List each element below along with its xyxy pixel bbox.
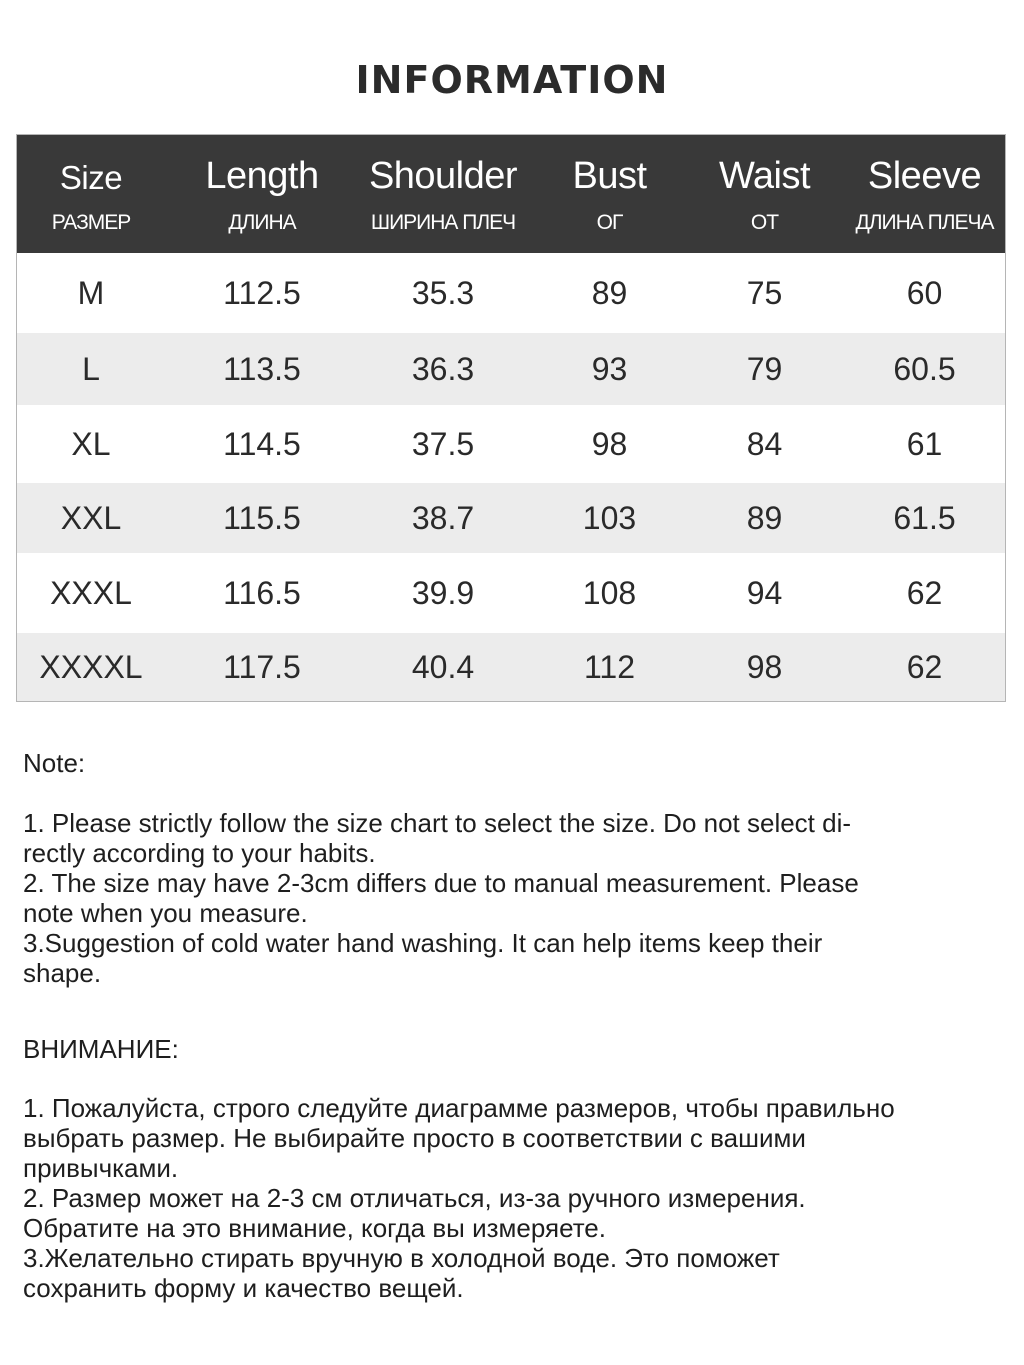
cell-bust: 89	[591, 274, 628, 311]
cell-length: 115.5	[223, 499, 301, 536]
cell-bust: 108	[582, 574, 637, 611]
header-size-en: Size	[59, 159, 123, 196]
cell-length: 114.5	[223, 425, 301, 462]
note-body-en	[23, 808, 993, 988]
cell-sleeve: 61	[906, 425, 943, 462]
note-ru-line: сохранить форму и качество вещей.	[23, 1273, 464, 1303]
note-en-line: 2. The size may have 2-3cm differs due to manual measurement. Please	[23, 868, 859, 898]
header-bust-ru: ОГ	[596, 211, 623, 234]
header-bust-en: Bust	[572, 155, 647, 197]
note-body-ru	[23, 1093, 993, 1303]
note-ru-line: Обратите на это внимание, когда вы измеряете.	[23, 1213, 606, 1243]
page-title: INFORMATION	[355, 58, 669, 102]
cell-waist: 75	[746, 274, 783, 311]
cell-size: XXXL	[50, 574, 132, 611]
cell-sleeve: 62	[906, 648, 943, 685]
header-shoulder	[357, 135, 529, 253]
cell-size: M	[77, 274, 105, 311]
table-row	[17, 405, 1005, 483]
cell-waist: 79	[746, 350, 783, 387]
cell-shoulder: 40.4	[411, 648, 475, 685]
note-ru-line: 2. Размер может на 2-3 см отличаться, из-за ручного измерения.	[23, 1183, 806, 1213]
note-en-line: rectly according to your habits.	[23, 838, 376, 868]
note-en-line: 3.Suggestion of cold water hand washing. It can help items keep their	[23, 928, 823, 958]
cell-length: 117.5	[223, 648, 301, 685]
header-shoulder-ru: ШИРИНА ПЛЕЧ	[370, 211, 516, 234]
header-length	[177, 135, 347, 253]
cell-length: 113.5	[223, 350, 301, 387]
note-en-line: 1. Please strictly follow the size chart to select the size. Do not select di-	[23, 808, 852, 838]
cell-shoulder: 37.5	[411, 425, 475, 462]
size-chart-table	[16, 134, 1006, 702]
cell-sleeve: 62	[906, 574, 943, 611]
note-ru-line: привычками.	[23, 1153, 179, 1183]
table-row	[17, 633, 1005, 701]
note-ru-line: 1. Пожалуйста, строго следуйте диаграмме размеров, чтобы правильно	[23, 1093, 895, 1123]
header-shoulder-en: Shoulder	[368, 155, 518, 197]
note-ru-line: выбрать размер. Не выбирайте просто в соответствии с вашими	[23, 1123, 806, 1153]
header-length-en: Length	[205, 155, 319, 197]
header-sleeve-en: Sleeve	[867, 155, 982, 197]
table-row	[17, 553, 1005, 633]
table-row	[17, 253, 1005, 333]
cell-length: 116.5	[223, 574, 301, 611]
cell-waist: 98	[746, 648, 783, 685]
table-row	[17, 483, 1005, 553]
header-waist	[687, 135, 842, 253]
table-row	[17, 333, 1005, 405]
header-size-ru: РАЗМЕР	[51, 211, 131, 234]
cell-size: XL	[71, 425, 111, 462]
cell-bust: 98	[591, 425, 628, 462]
cell-shoulder: 38.7	[411, 499, 475, 536]
cell-waist: 84	[746, 425, 783, 462]
note-heading-en: Note:	[23, 748, 86, 778]
note-ru-line: 3.Желательно стирать вручную в холодной воде. Это поможет	[23, 1243, 780, 1273]
cell-sleeve: 60	[906, 274, 943, 311]
cell-bust: 93	[591, 350, 628, 387]
cell-shoulder: 36.3	[411, 350, 475, 387]
cell-sleeve: 61.5	[893, 499, 956, 536]
note-heading-ru: ВНИМАНИЕ:	[23, 1034, 179, 1064]
note-en-line: note when you measure.	[23, 898, 308, 928]
cell-size: L	[82, 350, 100, 387]
cell-length: 112.5	[223, 274, 301, 311]
cell-size: XXL	[60, 499, 122, 536]
header-sleeve-ru: ДЛИНА ПЛЕЧА	[855, 211, 994, 234]
cell-waist: 94	[746, 574, 783, 611]
cell-bust: 112	[583, 648, 635, 685]
table-header-row	[17, 135, 1005, 253]
cell-size: XXXXL	[39, 648, 143, 685]
header-bust	[532, 135, 687, 253]
cell-shoulder: 35.3	[411, 274, 475, 311]
cell-sleeve: 60.5	[893, 350, 956, 387]
cell-bust: 103	[582, 499, 637, 536]
cell-shoulder: 39.9	[411, 574, 475, 611]
header-waist-ru: ОТ	[750, 211, 779, 234]
header-size	[17, 135, 165, 253]
note-en-line: shape.	[23, 958, 102, 988]
cell-waist: 89	[746, 499, 783, 536]
header-sleeve	[842, 135, 1007, 253]
header-waist-en: Waist	[718, 155, 811, 197]
header-length-ru: ДЛИНА	[228, 211, 296, 234]
